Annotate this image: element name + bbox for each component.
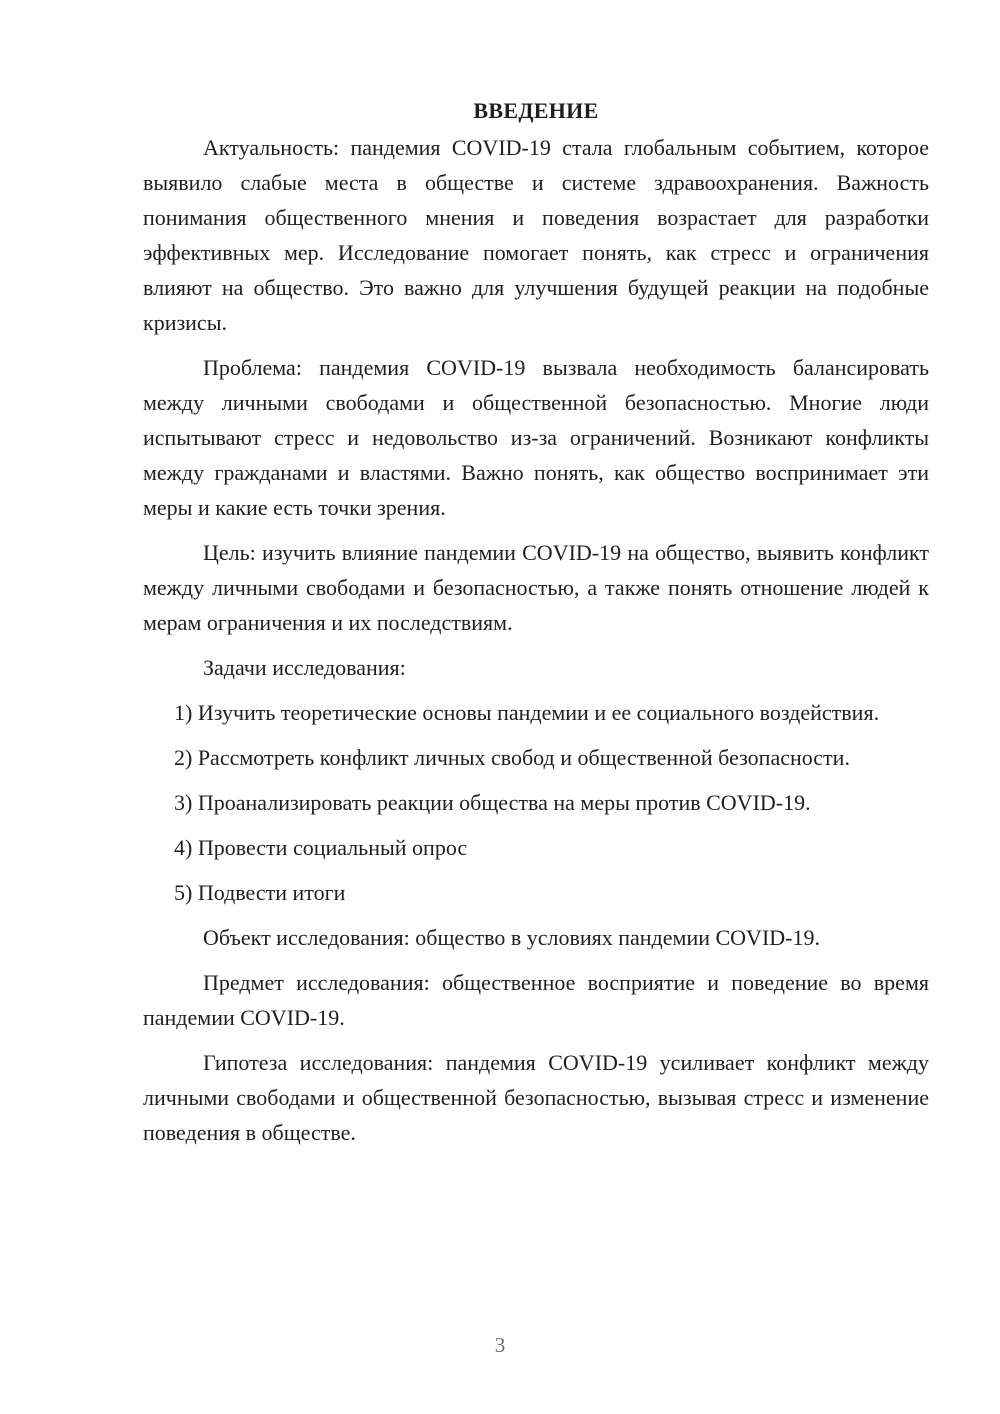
relevance-paragraph: Актуальность: пандемия COVID-19 стала глобальным событием, которое выявило слабые места в обществе и системе здравоохранения. Важность понимания общественного мнения и поведения возрастает для разработки эффективных мер. Исследование помогает понять, как стресс и ограничения влияют на общество. Это важно для улучшения будущей реакции на подобные кризисы. (143, 135, 929, 335)
task-item-4: 4) Провести социальный опрос (174, 835, 468, 860)
page-body (143, 96, 929, 1160)
hypothesis-paragraph: Гипотеза исследования: пандемия COVID-19 усиливает конфликт между личными свободами и общественной безопасностью, вызывая стресс и изменение поведения в обществе. (143, 1050, 929, 1145)
subject-paragraph: Предмет исследования: общественное восприятие и поведение во время пандемии COVID-19. (143, 970, 929, 1030)
problem-paragraph: Проблема: пандемия COVID-19 вызвала необходимость балансировать между личными свободами и общественной безопасностью. Многие люди испытывают стресс и недовольство из-за ограничений. Возникают конфликты между гражданами и властями. Важно понять, как общество воспринимает эти меры и какие есть точки зрения. (143, 355, 929, 520)
task-item-1: 1) Изучить теоретические основы пандемии и ее социального воздействия. (174, 700, 880, 725)
page-number: 3 (494, 1333, 506, 1357)
task-item-3: 3) Проанализировать реакции общества на меры против COVID-19. (174, 790, 811, 815)
object-paragraph: Объект исследования: общество в условиях пандемии COVID-19. (203, 925, 820, 950)
tasks-heading: Задачи исследования: (203, 655, 406, 680)
goal-paragraph: Цель: изучить влияние пандемии COVID-19 на общество, выявить конфликт между личными свободами и безопасностью, а также понять отношение людей к мерам ограничения и их последствиям. (143, 540, 929, 635)
task-item-2: 2) Рассмотреть конфликт личных свобод и общественной безопасности. (174, 745, 850, 770)
task-item-5: 5) Подвести итоги (174, 880, 346, 905)
page-title: ВВЕДЕНИЕ (473, 98, 599, 123)
